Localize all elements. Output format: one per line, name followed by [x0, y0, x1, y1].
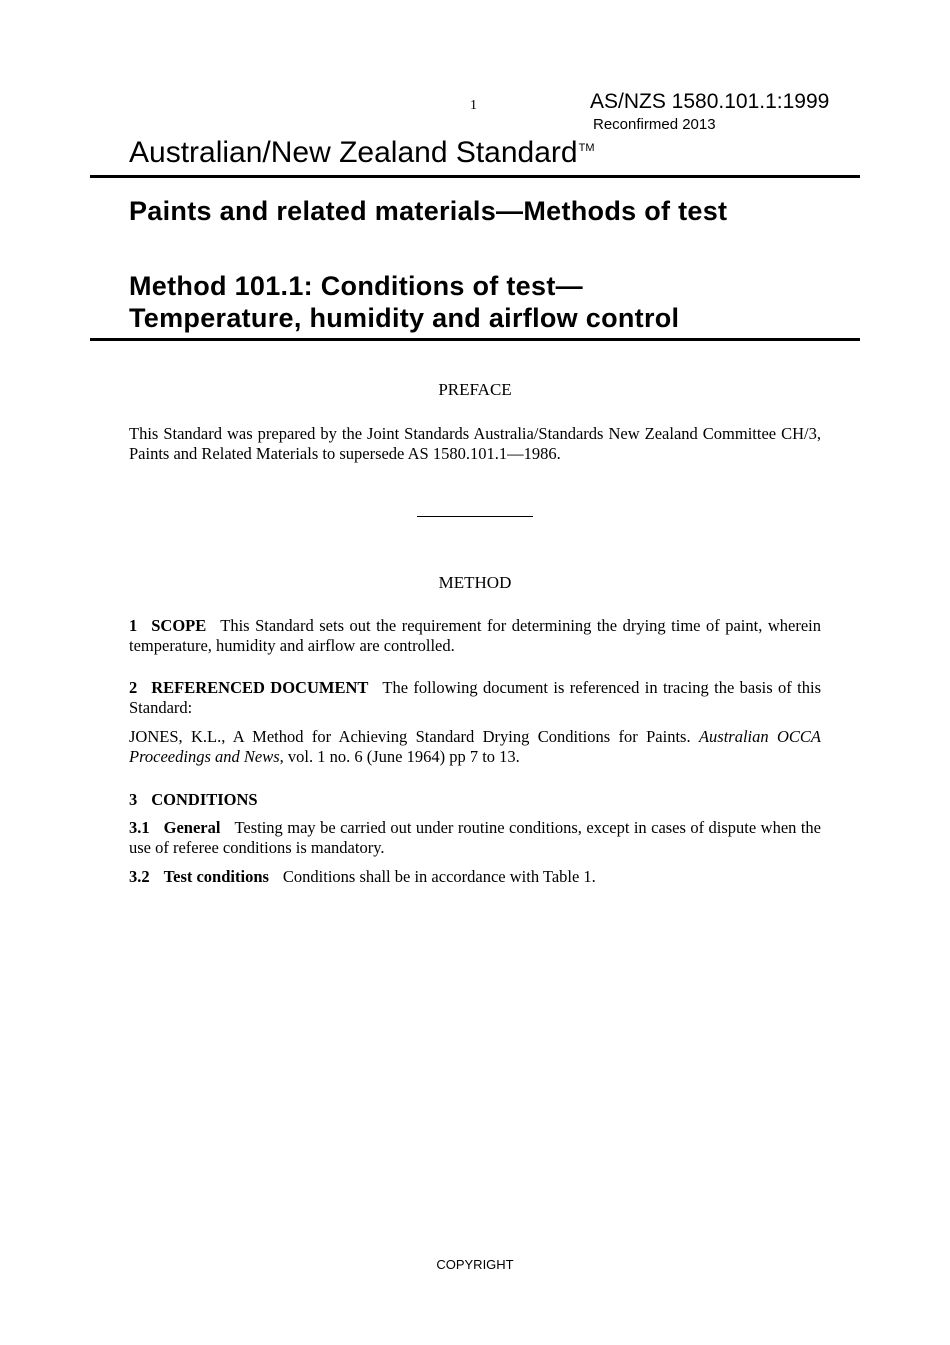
test-conditions-clause: [129, 867, 821, 887]
clause-number: 1: [129, 616, 138, 635]
clause-title: General: [163, 818, 221, 837]
clause-number: 3.1: [129, 818, 150, 837]
conditions-heading: [129, 790, 821, 810]
section-divider: [417, 516, 533, 517]
title-rule: [90, 338, 860, 341]
trademark-mark: TM: [578, 142, 595, 154]
header-rule: [90, 175, 860, 178]
reconfirmed-label: Reconfirmed 2013: [593, 116, 716, 133]
clause-title: CONDITIONS: [151, 790, 258, 809]
clause-number: 3.2: [129, 867, 150, 886]
clause-text: This Standard sets out the requirement for determining the drying time of paint, wherein temperature, humidity and airflow are controlled.: [129, 616, 821, 655]
referenced-document-clause: [129, 678, 821, 718]
document-title: Paints and related materials—Methods of test: [129, 196, 728, 226]
organization-text: Australian/New Zealand Standard: [129, 136, 578, 169]
preface-heading: PREFACE: [438, 380, 512, 399]
clause-title: Test conditions: [163, 867, 269, 886]
method-title: [129, 270, 679, 334]
standard-organization: [129, 136, 594, 170]
clause-title: SCOPE: [151, 616, 207, 635]
clause-text: Testing may be carried out under routine conditions, except in cases of dispute when the use of referee conditions is mandatory.: [129, 818, 821, 857]
clause-title: REFERENCED DOCUMENT: [151, 678, 369, 697]
clause-text: The following document is referenced in tracing the basis of this Standard:: [129, 678, 822, 717]
page-number: 1: [470, 98, 477, 113]
method-heading: METHOD: [438, 573, 512, 592]
method-title-line1: Method 101.1: Conditions of test—: [129, 271, 583, 301]
clause-text: Conditions shall be in accordance with Table 1.: [282, 867, 596, 886]
general-clause: [129, 818, 821, 858]
citation-prefix: JONES, K.L., A Method for Achieving Standard Drying Conditions for Paints.: [129, 727, 691, 746]
copyright-footer: COPYRIGHT: [436, 1257, 514, 1272]
citation-journal: Australian OCCA Proceedings and News: [129, 727, 821, 766]
preface-text: This Standard was prepared by the Joint Standards Australia/Standards New Zealand Committee CH/3, Paints and Related Materials to supersede AS 1580.101.1—1986.: [129, 424, 821, 463]
standard-code: AS/NZS 1580.101.1:1999: [590, 90, 830, 113]
reference-citation: [129, 727, 821, 767]
clause-number: 2: [129, 678, 138, 697]
scope-clause: [129, 616, 821, 656]
method-title-line2: Temperature, humidity and airflow control: [129, 303, 680, 333]
clause-number: 3: [129, 790, 138, 809]
citation-suffix: , vol. 1 no. 6 (June 1964) pp 7 to 13.: [279, 747, 520, 766]
